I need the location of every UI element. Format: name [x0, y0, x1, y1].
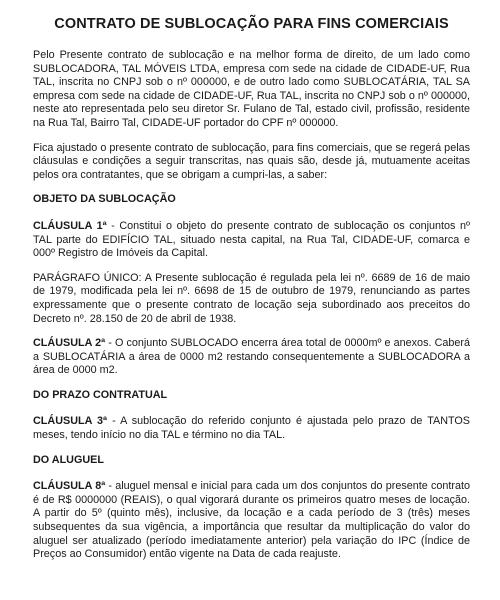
clause-1: [33, 220, 470, 261]
clause-3-text: - A sublocação do referido conjunto é ajustada pelo prazo de TANTOS meses, tendo início no dia TAL e término no dia TAL.: [33, 415, 471, 442]
section-heading-aluguel: DO ALUGUEL: [33, 453, 104, 466]
document-title: CONTRATO DE SUBLOCAÇÃO PARA FINS COMERCIAIS: [54, 16, 449, 32]
clause-8: [33, 480, 470, 562]
section-heading-objeto: OBJETO DA SUBLOCAÇÃO: [33, 193, 176, 206]
clause-2: [33, 337, 470, 378]
clause-8-text: - aluguel mensal e inicial para cada um dos conjuntos do presente contrato é de R$ 0000000 (REAIS), o qual vigorará durante os primeiros quatro meses de locação. A partir do 5º (quinto mês), inclusive, da locação e a cada período de 3 (três) meses subsequentes da sua vigência, a importância que resultar da multiplicação do valor do aluguel ser atualizado (período imediatamente anterior) pela variação do IPC (Índice de Preços ao Consumidor) então vigente na Data de cada reajuste.: [33, 480, 470, 561]
paragrafo-unico: PARÁGRAFO ÚNICO: A Presente sublocação é regulada pela lei nº. 6689 de 16 de maio de 1979, modificada pela lei nº. 6698 de 15 de outubro de 1979, renunciando as partes expressamente que o presente contrato de locação seja subordinado aos preceitos do Decreto nº. 28.150 de 20 de abril de 1938.: [33, 271, 470, 325]
intro-paragraph: Pelo Presente contrato de sublocação e na melhor forma de direito, de um lado como SUBLOCADORA, TAL MÓVEIS LTDA, empresa com sede na cidade de CIDADE-UF, Rua TAL, inscrita no CNPJ sob o nº 000000, e de outro lado como SUBLOCATÁRIA, TAL SA empresa com sede na cidade de CIDADE-UF, Rua TAL, inscrita no CNPJ sob o nº 000000, neste ato representada pelo seu diretor Sr. Fulano de Tal, estado civil, profissão, residente na Rua Tal, Bairro Tal, CIDADE-UF portador do CPF nº 000000.: [33, 49, 470, 129]
clause-1-text: - Constitui o objeto do presente contrato de sublocação os conjuntos nº TAL parte do EDIFÍCIO TAL, situado nesta capital, na Rua Tal, CIDADE-UF, comarca e 000º Registro de Imóveis da Capital.: [33, 219, 470, 260]
clause-1-label: CLÁUSULA 1ª: [33, 219, 107, 232]
clause-8-label: CLÁUSULA 8ª: [33, 480, 106, 493]
clause-3: [33, 415, 470, 442]
section-heading-prazo: DO PRAZO CONTRATUAL: [33, 388, 168, 401]
clause-3-label: CLÁUSULA 3ª: [33, 415, 108, 428]
agreement-paragraph: Fica ajustado o presente contrato de sublocação, para fins comerciais, que se regerá pelas cláusulas e condições a seguir transcritas, nas quais são, desde já, mutuamente aceitas pelos ora contratantes, que se obrigam a cumpri-las, a saber:: [33, 141, 470, 181]
clause-2-text: - O conjunto SUBLOCADO encerra área total de 0000mº e anexos. Caberá a SUBLOCATÁRIA a área de 0000 m2 restando consequentemente a SUBLOCADORA a área de 0000 m2.: [33, 337, 470, 377]
clause-2-label: CLÁUSULA 2ª: [33, 337, 106, 350]
